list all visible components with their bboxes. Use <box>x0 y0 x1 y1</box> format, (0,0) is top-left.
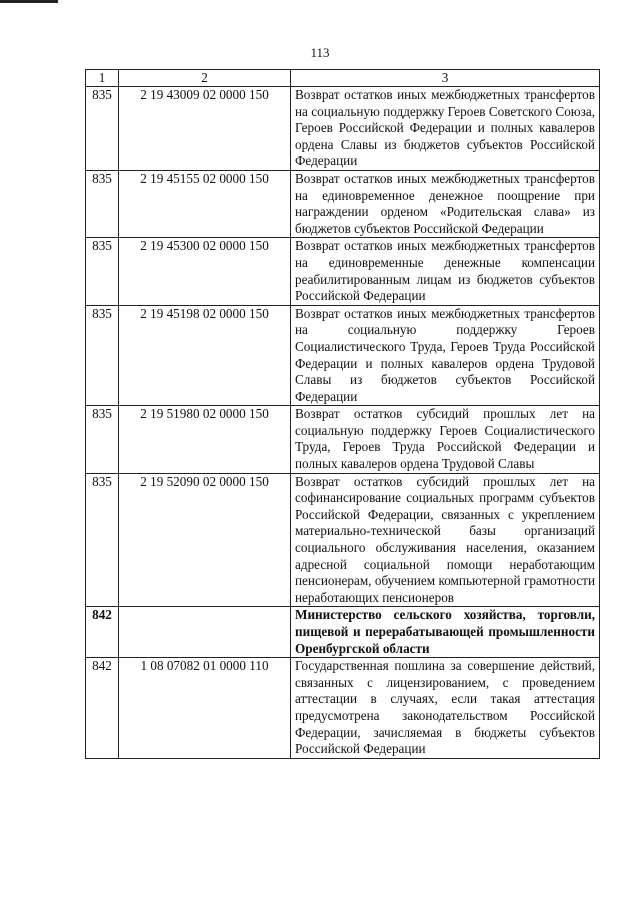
description-cell: Возврат остатков иных межбюджетных трансфертов на социальную поддержку Героев Советского Союза, Героев Российской Федерации и полных кавалеров ордена Славы из бюджетов субъектов Российской Федерации <box>291 87 600 171</box>
admin-code-cell: 842 <box>86 607 119 658</box>
column-header-1: 1 <box>86 70 119 87</box>
admin-code-cell: 835 <box>86 87 119 171</box>
description-cell: Возврат остатков иных межбюджетных трансфертов на социальную поддержку Героев Социалистического Труда, Героев Труда Российской Федерации и полных кавалеров ордена Трудовой Славы из бюджетов субъектов Российской Федерации <box>291 305 600 406</box>
description-cell: Возврат остатков иных межбюджетных трансфертов на единовременные денежные компенсации реабилитированным лицам из бюджетов субъектов Российской Федерации <box>291 238 600 305</box>
budget-code-cell: 2 19 45198 02 0000 150 <box>119 305 291 406</box>
table-row <box>86 87 600 171</box>
admin-code-cell: 835 <box>86 406 119 473</box>
budget-code-cell: 2 19 43009 02 0000 150 <box>119 87 291 171</box>
table-row <box>86 305 600 406</box>
admin-code-cell: 835 <box>86 305 119 406</box>
budget-classification-table <box>85 69 600 759</box>
description-cell: Государственная пошлина за совершение действий, связанных с лицензированием, с проведением аттестации в случаях, если такая аттестация предусмотрена законодательством Российской Федерации, зачисляемая в бюджеты субъектов Российской Федерации <box>291 658 600 759</box>
admin-code-cell: 835 <box>86 170 119 237</box>
budget-code-cell: 2 19 45300 02 0000 150 <box>119 238 291 305</box>
column-header-3: 3 <box>291 70 600 87</box>
description-cell: Возврат остатков субсидий прошлых лет на социальную поддержку Героев Социалистического Труда, Героев Труда Российской Федерации и полных кавалеров ордена Трудовой Славы <box>291 406 600 473</box>
table-header-row <box>86 70 600 87</box>
budget-code-cell: 2 19 52090 02 0000 150 <box>119 473 291 607</box>
column-header-2: 2 <box>119 70 291 87</box>
table-row <box>86 658 600 759</box>
table-row <box>86 473 600 607</box>
page-number: 113 <box>310 45 330 60</box>
budget-code-cell: 2 19 45155 02 0000 150 <box>119 170 291 237</box>
admin-code-cell: 835 <box>86 238 119 305</box>
admin-code-cell: 842 <box>86 658 119 759</box>
table-row <box>86 406 600 473</box>
admin-code-cell: 835 <box>86 473 119 607</box>
scan-corner-mark <box>0 0 58 3</box>
table-row <box>86 607 600 658</box>
budget-code-cell: 2 19 51980 02 0000 150 <box>119 406 291 473</box>
table-row <box>86 170 600 237</box>
description-cell: Возврат остатков иных межбюджетных трансфертов на единовременное денежное поощрение при награждении орденом «Родительская слава» из бюджетов субъектов Российской Федерации <box>291 170 600 237</box>
description-cell: Министерство сельского хозяйства, торговли, пищевой и перерабатывающей промышленности Оренбургской области <box>291 607 600 658</box>
table-row <box>86 238 600 305</box>
budget-code-cell: 1 08 07082 01 0000 110 <box>119 658 291 759</box>
budget-code-cell <box>119 607 291 658</box>
description-cell: Возврат остатков субсидий прошлых лет на софинансирование социальных программ субъектов Российской Федерации, связанных с укреплением материально-технической базы организаций социального обслуживания населения, оказанием адресной социальной помощи неработающим пенсионерам, обучением компьютерной грамотности неработающих пенсионеров <box>291 473 600 607</box>
